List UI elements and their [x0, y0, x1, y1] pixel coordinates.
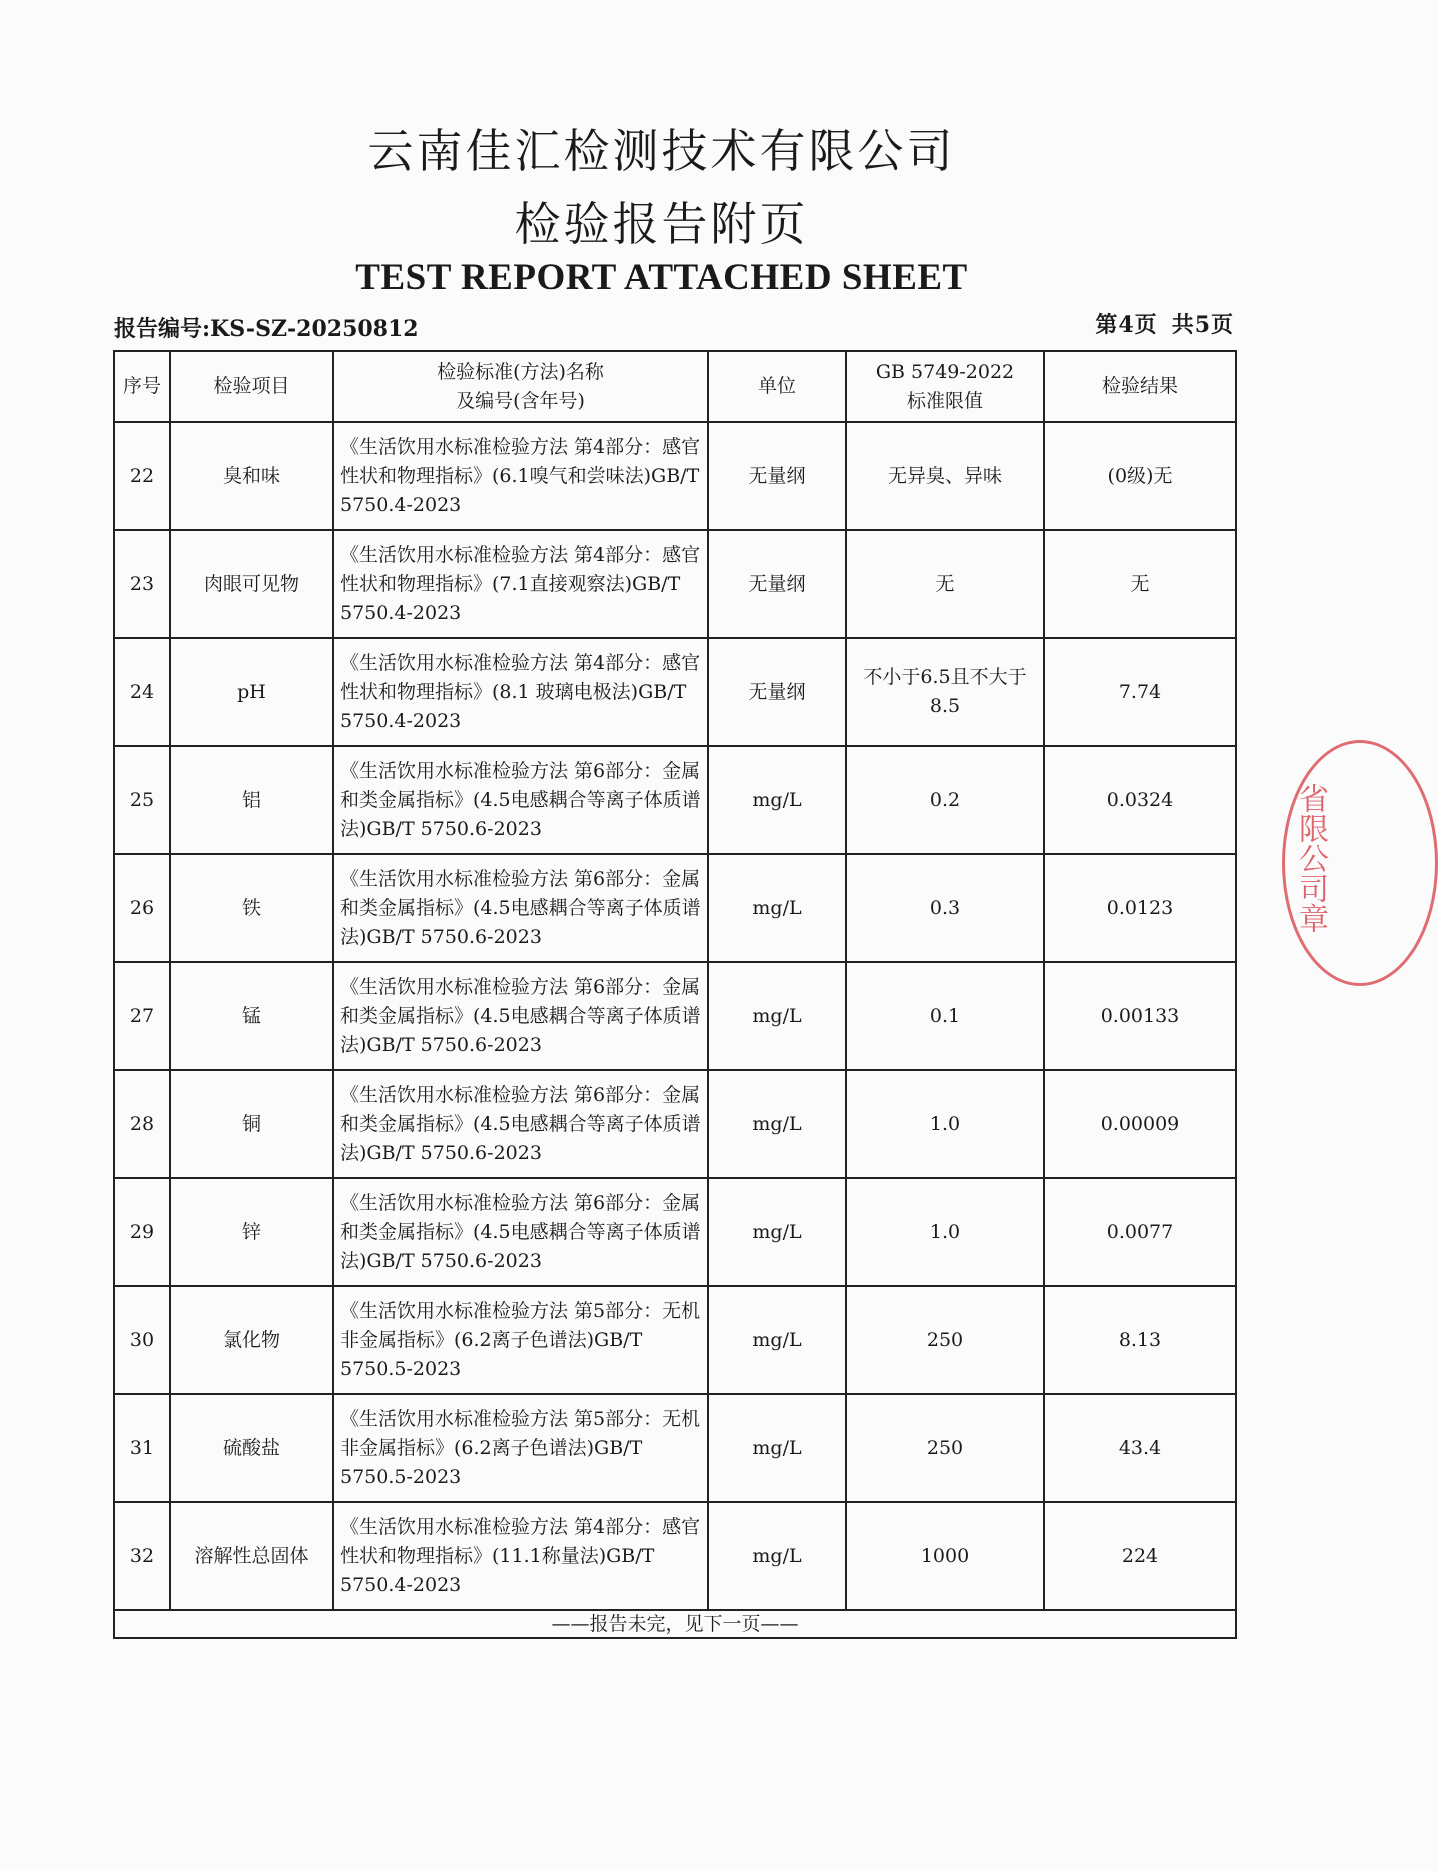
- cell-unit: 无量纲: [708, 638, 846, 746]
- table-row: [114, 962, 1236, 1070]
- cell-limit: 1.0: [846, 1178, 1044, 1286]
- cell-limit: 0.2: [846, 746, 1044, 854]
- cell-unit: mg/L: [708, 746, 846, 854]
- cell-result: 0.0324: [1044, 746, 1236, 854]
- cell-result: 无: [1044, 530, 1236, 638]
- report-number: 报告编号:KS-SZ-20250812: [114, 316, 419, 342]
- page-indicator: [1081, 308, 1234, 339]
- header-item: 检验项目: [170, 351, 333, 422]
- cell-item: 氯化物: [170, 1286, 333, 1394]
- cell-unit: mg/L: [708, 854, 846, 962]
- table-row: [114, 1070, 1236, 1178]
- cell-limit: 1000: [846, 1502, 1044, 1610]
- cell-item: 硫酸盐: [170, 1394, 333, 1502]
- cell-seq: 25: [114, 746, 170, 854]
- cell-unit: mg/L: [708, 1070, 846, 1178]
- cell-seq: 23: [114, 530, 170, 638]
- cell-method: 《生活饮用水标准检验方法 第6部分：金属和类金属指标》(4.5电感耦合等离子体质谱法)GB/T 5750.6-2023: [333, 1178, 708, 1286]
- cell-method: 《生活饮用水标准检验方法 第6部分：金属和类金属指标》(4.5电感耦合等离子体质谱法)GB/T 5750.6-2023: [333, 746, 708, 854]
- cell-item: 铜: [170, 1070, 333, 1178]
- header-unit: 单位: [708, 351, 846, 422]
- cell-unit: 无量纲: [708, 530, 846, 638]
- header-limit-line1: GB 5749-2022: [875, 360, 1015, 383]
- cell-limit: 无: [846, 530, 1044, 638]
- cell-result: 224: [1044, 1502, 1236, 1610]
- cell-limit: 无异臭、异味: [846, 422, 1044, 530]
- cell-item: pH: [170, 638, 333, 746]
- cell-method: 《生活饮用水标准检验方法 第4部分：感官性状和物理指标》(11.1称量法)GB/T 5750.4-2023: [333, 1502, 708, 1610]
- cell-result: 7.74: [1044, 638, 1236, 746]
- cell-unit: mg/L: [708, 1394, 846, 1502]
- company-seal-stamp: [1282, 740, 1438, 986]
- header-method: [333, 351, 708, 422]
- cell-item: 锰: [170, 962, 333, 1070]
- table-row: [114, 1394, 1236, 1502]
- continuation-note: ——报告未完，见下一页——: [114, 1610, 1236, 1638]
- cell-method: 《生活饮用水标准检验方法 第6部分：金属和类金属指标》(4.5电感耦合等离子体质谱法)GB/T 5750.6-2023: [333, 962, 708, 1070]
- cell-item: 溶解性总固体: [170, 1502, 333, 1610]
- cell-result: 0.00133: [1044, 962, 1236, 1070]
- cell-result: 0.00009: [1044, 1070, 1236, 1178]
- cell-unit: mg/L: [708, 1178, 846, 1286]
- cell-method: 《生活饮用水标准检验方法 第5部分：无机非金属指标》(6.2离子色谱法)GB/T 5750.5-2023: [333, 1286, 708, 1394]
- cell-seq: 29: [114, 1178, 170, 1286]
- cell-limit: 不小于6.5且不大于8.5: [846, 638, 1044, 746]
- header-result: 检验结果: [1044, 351, 1236, 422]
- cell-unit: mg/L: [708, 962, 846, 1070]
- header-limit-line2: 标准限值: [906, 389, 983, 412]
- table-row: [114, 1286, 1236, 1394]
- header-method-line1: 检验标准(方法)名称: [437, 360, 604, 383]
- cell-limit: 250: [846, 1286, 1044, 1394]
- cell-method: 《生活饮用水标准检验方法 第6部分：金属和类金属指标》(4.5电感耦合等离子体质谱法)GB/T 5750.6-2023: [333, 854, 708, 962]
- table-header-row: [114, 351, 1236, 422]
- cell-method: 《生活饮用水标准检验方法 第6部分：金属和类金属指标》(4.5电感耦合等离子体质谱法)GB/T 5750.6-2023: [333, 1070, 708, 1178]
- seal-text: 省限公司章: [1293, 783, 1328, 933]
- cell-method: 《生活饮用水标准检验方法 第4部分：感官性状和物理指标》(7.1直接观察法)GB/T 5750.4-2023: [333, 530, 708, 638]
- cell-seq: 30: [114, 1286, 170, 1394]
- page-current: 第4页: [1095, 312, 1158, 338]
- cell-seq: 26: [114, 854, 170, 962]
- cell-unit: mg/L: [708, 1286, 846, 1394]
- table-row: [114, 530, 1236, 638]
- cell-limit: 0.3: [846, 854, 1044, 962]
- table-row: [114, 422, 1236, 530]
- document-subtitle: 检验报告附页: [514, 197, 809, 251]
- cell-limit: 0.1: [846, 962, 1044, 1070]
- header-seq: 序号: [114, 351, 170, 422]
- table-row: [114, 638, 1236, 746]
- cell-method: 《生活饮用水标准检验方法 第5部分：无机非金属指标》(6.2离子色谱法)GB/T 5750.5-2023: [333, 1394, 708, 1502]
- cell-item: 铁: [170, 854, 333, 962]
- table-row: [114, 1178, 1236, 1286]
- cell-item: 锌: [170, 1178, 333, 1286]
- cell-result: 43.4: [1044, 1394, 1236, 1502]
- cell-seq: 28: [114, 1070, 170, 1178]
- company-name: 云南佳汇检测技术有限公司: [367, 124, 956, 178]
- cell-method: 《生活饮用水标准检验方法 第4部分：感官性状和物理指标》(8.1 玻璃电极法)GB/T 5750.4-2023: [333, 638, 708, 746]
- page-total: 共5页: [1171, 312, 1234, 338]
- cell-result: 0.0123: [1044, 854, 1236, 962]
- cell-seq: 22: [114, 422, 170, 530]
- cell-result: 0.0077: [1044, 1178, 1236, 1286]
- cell-unit: mg/L: [708, 1502, 846, 1610]
- table-row: [114, 746, 1236, 854]
- header-limit: [846, 351, 1044, 422]
- cell-seq: 31: [114, 1394, 170, 1502]
- table-row: [114, 1502, 1236, 1610]
- cell-limit: 250: [846, 1394, 1044, 1502]
- cell-unit: 无量纲: [708, 422, 846, 530]
- cell-result: 8.13: [1044, 1286, 1236, 1394]
- table-footer-row: [114, 1610, 1236, 1638]
- table-row: [114, 854, 1236, 962]
- cell-seq: 27: [114, 962, 170, 1070]
- cell-method: 《生活饮用水标准检验方法 第4部分：感官性状和物理指标》(6.1嗅气和尝味法)GB/T 5750.4-2023: [333, 422, 708, 530]
- cell-result: (0级)无: [1044, 422, 1236, 530]
- cell-seq: 32: [114, 1502, 170, 1610]
- cell-limit: 1.0: [846, 1070, 1044, 1178]
- results-table: [113, 350, 1237, 1639]
- cell-item: 铝: [170, 746, 333, 854]
- cell-item: 臭和味: [170, 422, 333, 530]
- english-title: TEST REPORT ATTACHED SHEET: [355, 257, 968, 298]
- header-method-line2: 及编号(含年号): [456, 389, 585, 412]
- cell-item: 肉眼可见物: [170, 530, 333, 638]
- cell-seq: 24: [114, 638, 170, 746]
